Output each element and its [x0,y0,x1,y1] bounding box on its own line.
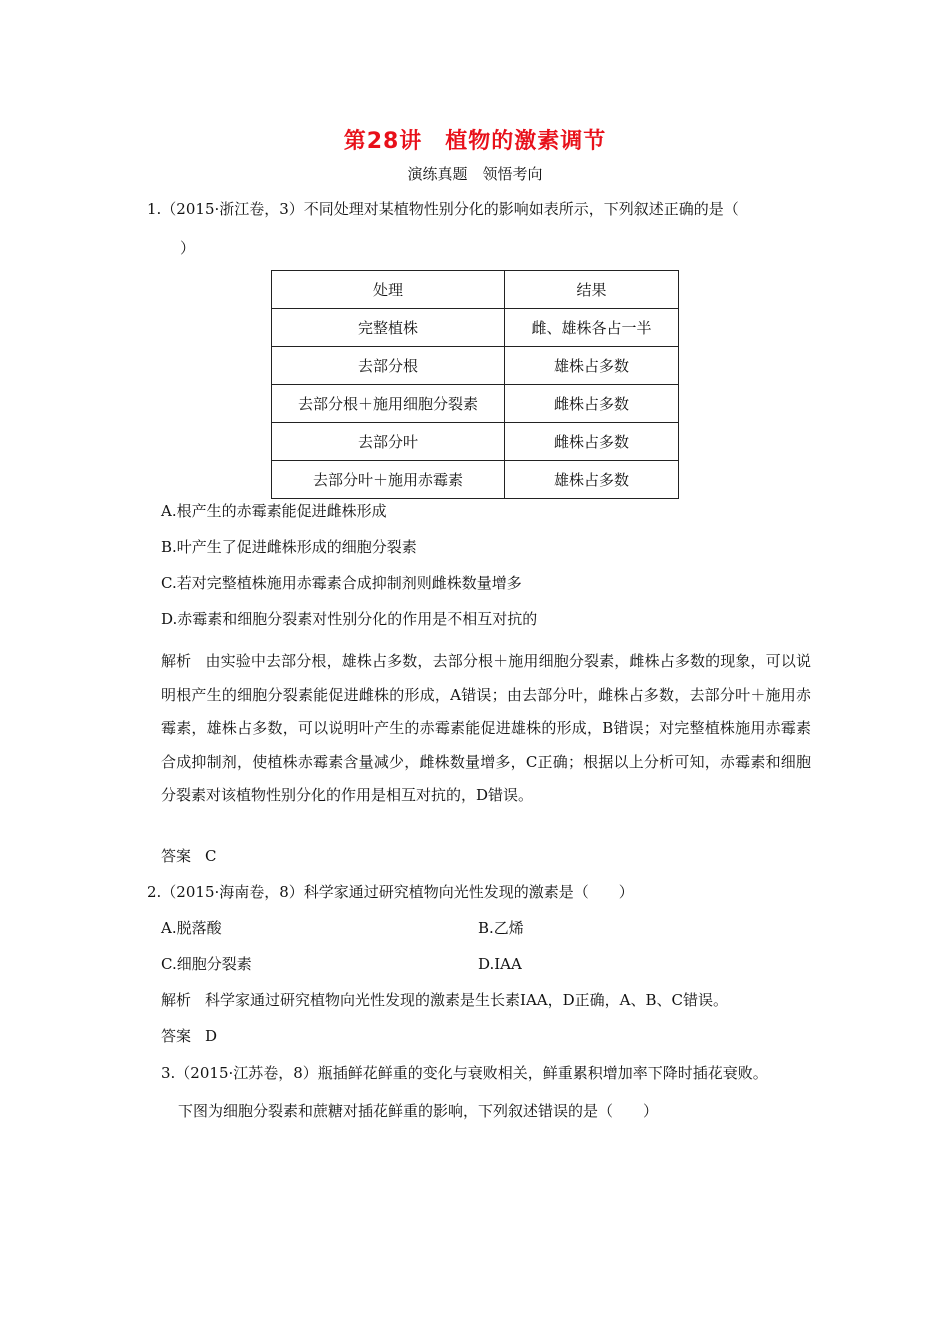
analysis-text: 由实验中去部分根，雄株占多数，去部分根＋施用细胞分裂素，雌株占多数的现象，可以说明根产生的细胞分裂素能促进雌株的形成，A错误；由去部分叶，雌株占多数，去部分叶＋施用赤霉素，雄株占多数，可以说明叶产生的赤霉素能促进雄株的形成，B错误；对完整植株施用赤霉素合成抑制剂，使植株赤霉素含量减少，雌株数量增多，C正确；根据以上分析可知，赤霉素和细胞分裂素对该植物性别分化的作用是相互对抗的，D错误。 [161,652,811,804]
table-header-cell: 结果 [505,271,679,309]
table-row [272,423,679,461]
answer-value: C [205,847,217,865]
table-cell: 去部分叶 [272,423,505,461]
q1-option-b: B.叶产生了促进雌株形成的细胞分裂素 [161,538,417,556]
q1-answer [161,846,217,866]
question-1-stem-close: ） [180,239,196,257]
table-cell: 去部分叶＋施用赤霉素 [272,461,505,499]
q2-option-d: D.IAA [478,955,522,973]
q2-option-a: A.脱落酸 [161,919,222,937]
table-cell: 雌、雄株各占一半 [505,309,679,347]
table-cell: 雌株占多数 [505,423,679,461]
question-1-stem: 1.（2015·浙江卷，3）不同处理对某植物性别分化的影响如表所示，下列叙述正确的是（ [147,200,739,218]
analysis-label: 解析 [161,991,192,1009]
q2-answer [161,1026,217,1046]
q1-analysis [161,645,811,813]
q1-option-d: D.赤霉素和细胞分裂素对性别分化的作用是不相互对抗的 [161,610,538,628]
table-row [272,309,679,347]
question-3-stem-cont: 下图为细胞分裂素和蔗糖对插花鲜重的影响，下列叙述错误的是（ ） [178,1102,659,1120]
question-3-stem: 3.（2015·江苏卷，8）瓶插鲜花鲜重的变化与衰败相关，鲜重累积增加率下降时插花衰败。 [161,1064,768,1082]
table-cell: 雄株占多数 [505,347,679,385]
table-row [272,347,679,385]
table-header-cell: 处理 [272,271,505,309]
answer-value: D [205,1027,218,1045]
q2-analysis [161,990,728,1010]
table-header-row [272,271,679,309]
treatment-result-table [271,270,679,499]
analysis-label: 解析 [161,652,192,670]
q2-option-c: C.细胞分裂素 [161,955,252,973]
table-cell: 完整植株 [272,309,505,347]
q1-option-c: C.若对完整植株施用赤霉素合成抑制剂则雌株数量增多 [161,574,522,592]
table-cell: 去部分根 [272,347,505,385]
page-title: 第28讲 植物的激素调节 [343,129,607,154]
answer-label: 答案 [161,1027,192,1045]
table-row [272,461,679,499]
table-cell: 去部分根＋施用细胞分裂素 [272,385,505,423]
table-cell: 雄株占多数 [505,461,679,499]
answer-label: 答案 [161,847,192,865]
q1-option-a: A.根产生的赤霉素能促进雌株形成 [161,502,387,520]
question-2-stem: 2.（2015·海南卷，8）科学家通过研究植物向光性发现的激素是（ ） [147,883,634,901]
analysis-text: 科学家通过研究植物向光性发现的激素是生长素IAA，D正确，A、B、C错误。 [205,991,728,1009]
table-row [272,385,679,423]
table-cell: 雌株占多数 [505,385,679,423]
section-subtitle: 演练真题 领悟考向 [407,165,543,183]
q2-option-b: B.乙烯 [478,919,524,937]
